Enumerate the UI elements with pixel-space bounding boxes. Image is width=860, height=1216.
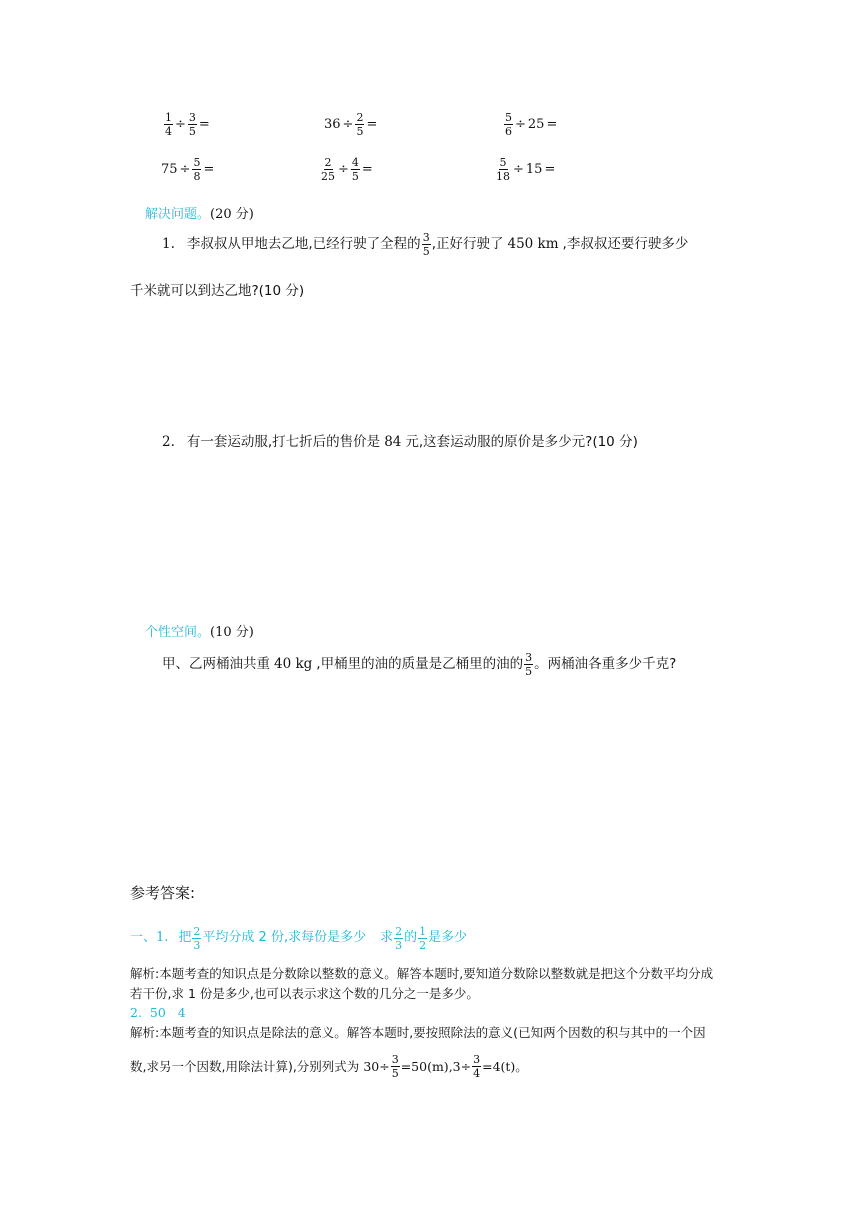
explanation-1-line-1: 解析:本题考查的知识点是分数除以整数的意义。解答本题时,要知道分数除以整数就是把这个分数平均分成 bbox=[130, 966, 714, 981]
calc-expression-1: $\frac{1}{4}$ ÷ $\frac{3}{5}$ = bbox=[165, 111, 210, 138]
problem-2: 2. 有一套运动服,打七折后的售价是 84 元,这套运动服的原价是多少元?(10 分) bbox=[162, 434, 638, 450]
calc-expression-4: 75 ÷ $\frac{5}{8}$ = bbox=[161, 156, 215, 183]
answer-1: 一、1. 把 $\frac{2}{3}$ 平均分成 2 份,求每份是多少 求 $\frac{2}{3}$ 的 $\frac{1}{2}$ 是多少 bbox=[130, 925, 468, 952]
answer-2: 2. 50 4 bbox=[130, 1005, 186, 1020]
answers-heading: 参考答案: bbox=[130, 884, 196, 902]
section-title-personal: 个性空间。(10 分) bbox=[145, 625, 254, 640]
explanation-2-line-1: 解析:本题考查的知识点是除法的意义。解答本题时,要按照除法的意义(已知两个因数的积与其中的一个因 bbox=[130, 1025, 706, 1040]
calc-expression-5: $\frac{2}{25}$ ÷ $\frac{4}{5}$ = bbox=[321, 156, 373, 183]
calc-expression-6: $\frac{5}{18}$ ÷ 15 = bbox=[496, 156, 556, 183]
section-title-solve: 解决问题。(20 分) bbox=[145, 207, 254, 222]
problem-1: 1. 李叔叔从甲地去乙地,已经行驶了全程的 $\frac{3}{5}$ ,正好行驶了 450 km ,李叔叔还要行驶多少 bbox=[162, 231, 689, 258]
explanation-1-line-2: 若干份,求 1 份是多少,也可以表示求这个数的几分之一是多少。 bbox=[130, 986, 479, 1001]
calc-expression-2: 36 ÷ $\frac{2}{5}$ = bbox=[324, 111, 378, 138]
calc-expression-3: $\frac{5}{6}$ ÷ 25 = bbox=[505, 111, 558, 138]
problem-1-line-2: 千米就可以到达乙地?(10 分) bbox=[130, 283, 305, 299]
problem-personal: 甲、乙两桶油共重 40 kg ,甲桶里的油的质量是乙桶里的油的 $\frac{3}{5}$ 。两桶油各重多少千克? bbox=[162, 651, 677, 678]
explanation-2-line-2: 数,求另一个因数,用除法计算),分别列式为 30÷ $\frac{3}{5}$ =50(m),3÷ $\frac{3}{4}$ =4(t)。 bbox=[130, 1053, 528, 1080]
